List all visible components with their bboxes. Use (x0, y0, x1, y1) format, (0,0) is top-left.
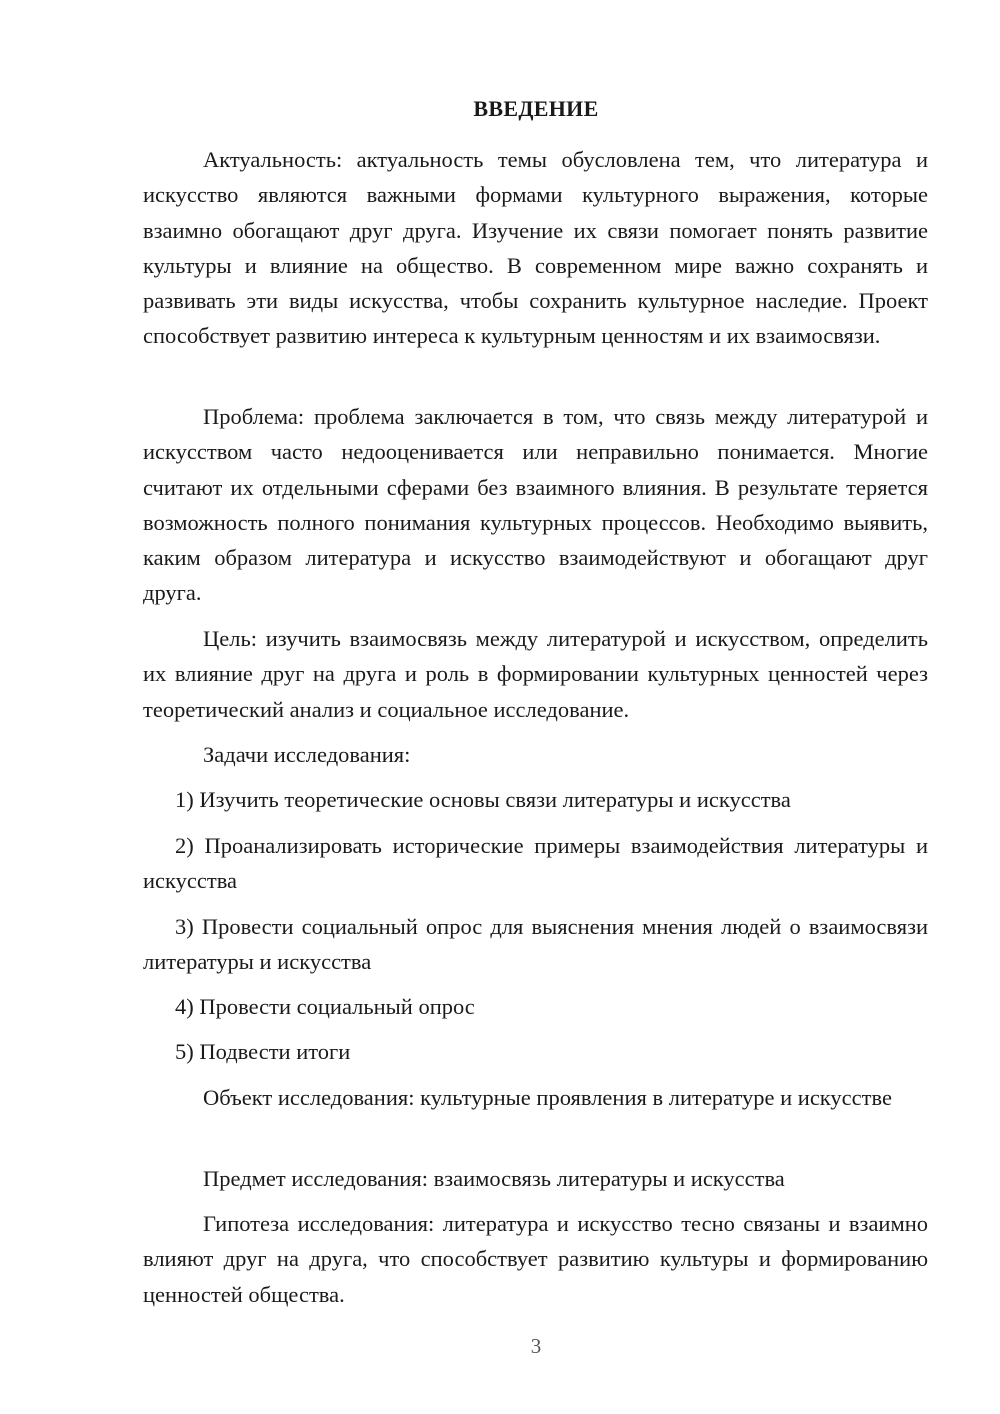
task-item-5: 5) Подвести итоги (175, 1039, 351, 1064)
task-item-2: 2) Проанализировать исторические примеры взаимодействия литературы и искусства (143, 833, 928, 894)
page-number: 3 (530, 1334, 542, 1358)
task-item-1: 1) Изучить теоретические основы связи литературы и искусства (175, 787, 791, 812)
task-item-4: 4) Провести социальный опрос (175, 994, 475, 1019)
goal-paragraph: Цель: изучить взаимосвязь между литературой и искусством, определить их влияние друг на друга и роль в формировании культурных ценностей через теоретический анализ и социальное исследование. (143, 626, 928, 722)
hypothesis-paragraph: Гипотеза исследования: литература и искусство тесно связаны и взаимно влияют друг на друга, что способствует развитию культуры и формированию ценностей общества. (143, 1211, 928, 1307)
object-paragraph: Объект исследования: культурные проявления в литературе и искусстве (203, 1085, 892, 1110)
relevance-paragraph: Актуальность: актуальность темы обусловлена тем, что литература и искусство являются важными формами культурного выражения, которые взаимно обогащают друг друга. Изучение их связи помогает понять развитие культуры и влияние на общество. В современном мире важно сохранять и развивать эти виды искусства, чтобы сохранить культурное наследие. Проект способствует развитию интереса к культурным ценностям и их взаимосвязи. (143, 147, 928, 349)
tasks-heading: Задачи исследования: (203, 742, 411, 767)
task-item-3: 3) Провести социальный опрос для выяснения мнения людей о взаимосвязи литературы и искусства (143, 914, 928, 975)
problem-paragraph: Проблема: проблема заключается в том, что связь между литературой и искусством часто недооценивается или неправильно понимается. Многие считают их отдельными сферами без взаимного влияния. В результате теряется возможность полного понимания культурных процессов. Необходимо выявить, каким образом литература и искусство взаимодействуют и обогащают друг друга. (143, 404, 928, 606)
subject-paragraph: Предмет исследования: взаимосвязь литературы и искусства (203, 1166, 785, 1191)
page-title: ВВЕДЕНИЕ (473, 96, 599, 121)
